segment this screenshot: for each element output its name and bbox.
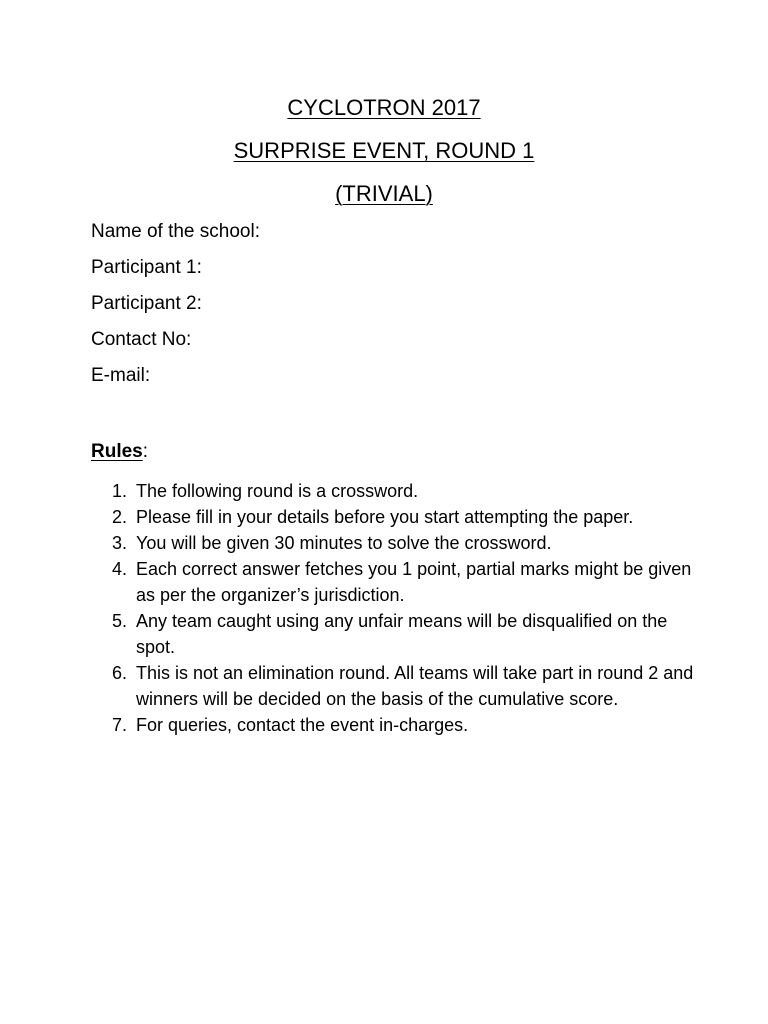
rule-text: Each correct answer fetches you 1 point, partial marks might be given as per the organizer’s jurisdiction. xyxy=(136,559,692,605)
event-subtitle-text: SURPRISE EVENT, ROUND 1 xyxy=(233,138,535,163)
rule-item xyxy=(112,608,702,660)
field-participant-2: Participant 2: xyxy=(91,293,202,314)
rule-number: 4. xyxy=(112,559,128,579)
rule-text: You will be given 30 minutes to solve the crossword. xyxy=(136,533,552,553)
details-fields xyxy=(91,220,260,400)
rule-text: Please fill in your details before you start attempting the paper. xyxy=(136,507,634,527)
rule-number: 5. xyxy=(112,611,128,631)
field-email: E-mail: xyxy=(91,365,151,386)
rules-heading-label: Rules xyxy=(91,441,143,462)
rule-text: The following round is a crossword. xyxy=(136,481,419,501)
rule-item xyxy=(112,660,702,712)
event-category xyxy=(0,181,768,207)
rule-item xyxy=(112,530,702,556)
rule-text: For queries, contact the event in-charges. xyxy=(136,715,469,735)
event-title xyxy=(0,95,768,121)
event-category-text: (TRIVIAL) xyxy=(335,181,433,206)
rule-number: 1. xyxy=(112,481,128,501)
rule-number: 2. xyxy=(112,507,128,527)
field-school-name: Name of the school: xyxy=(91,221,260,242)
field-contact-no: Contact No: xyxy=(91,329,192,350)
rules-heading xyxy=(91,440,148,464)
rule-text: This is not an elimination round. All teams will take part in round 2 and winners will be decided on the basis of the cumulative score. xyxy=(136,663,694,709)
event-title-text: CYCLOTRON 2017 xyxy=(287,95,481,120)
field-participant-1: Participant 1: xyxy=(91,257,202,278)
rules-list xyxy=(112,478,702,738)
rule-number: 7. xyxy=(112,715,128,735)
rule-number: 3. xyxy=(112,533,128,553)
rule-item xyxy=(112,478,702,504)
rule-text: Any team caught using any unfair means will be disqualified on the spot. xyxy=(136,611,668,657)
rules-heading-colon: : xyxy=(142,441,149,462)
rule-item xyxy=(112,556,702,608)
rule-item xyxy=(112,712,702,738)
rule-number: 6. xyxy=(112,663,128,683)
rule-item xyxy=(112,504,702,530)
event-subtitle xyxy=(0,138,768,164)
